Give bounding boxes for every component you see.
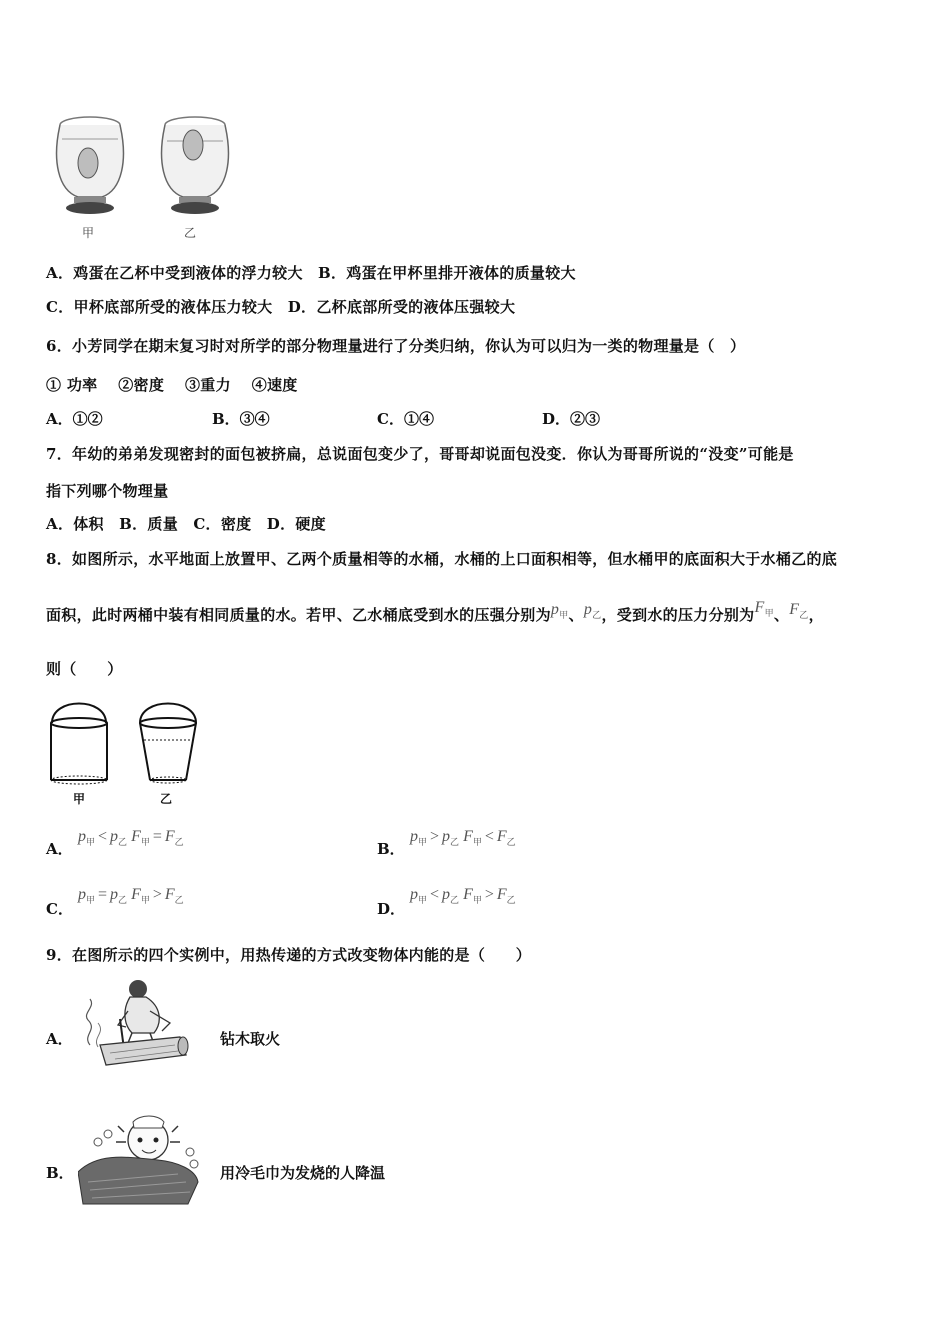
- q6-option-d: D．②③: [542, 410, 601, 428]
- q8-option-a-label: A．: [46, 840, 73, 858]
- q9-option-a-text: 钻木取火: [220, 1030, 281, 1048]
- q9-stem: 9．在图所示的四个实例中，用热传递的方式改变物体内能的是（ ）: [46, 946, 532, 964]
- glasses-egg-figure: [50, 105, 240, 225]
- glass-caption-left: 甲: [82, 226, 95, 240]
- q8-stem-line1: 8．如图所示，水平地面上放置甲、乙两个质量相等的水桶，水桶的上口面积相等，但水桶甲的底面积大于水桶乙的底: [46, 550, 838, 568]
- q8-stem-line2: 面积，此时两桶中装有相同质量的水。若甲、乙水桶底受到水的压强分别为$p_甲$、$p_乙$，受到水的压力分别为$F_甲$、$F_乙$，: [46, 599, 824, 624]
- q9-option-b-text: 用冷毛巾为发烧的人降温: [220, 1164, 386, 1182]
- q8-option-b-label: B．: [377, 840, 405, 858]
- bucket-caption-left: 甲: [73, 792, 86, 806]
- glass-caption-right: 乙: [184, 226, 197, 240]
- q8-option-b-formula: $p_甲 > p_乙$ $F_甲 < F_乙$: [410, 828, 516, 848]
- q7-stem-line1: 7．年幼的弟弟发现密封的面包被挤扁，总说面包变少了，哥哥却说面包没变．你认为哥哥所说的“没变”可能是: [46, 445, 794, 463]
- drilling-wood-figure: [80, 975, 195, 1070]
- q8-option-d-formula: $p_甲 < p_乙$ $F_甲 > F_乙$: [410, 886, 516, 906]
- q6-stem: 6．小芳同学在期末复习时对所学的部分物理量进行了分类归纳，你认为可以归为一类的物理量是（ ）: [46, 337, 746, 355]
- q8-option-c-formula: $p_甲 = p_乙$ $F_甲 > F_乙$: [78, 886, 184, 906]
- q8-stem-line3: 则（ ）: [46, 660, 123, 678]
- q5-options-row1: A．鸡蛋在乙杯中受到液体的浮力较大 B．鸡蛋在甲杯里排开液体的质量较大: [46, 264, 576, 282]
- q8-option-d-label: D．: [377, 900, 406, 918]
- q7-options: A．体积 B．质量 C．密度 D．硬度: [46, 515, 326, 533]
- q5-options-row2: C．甲杯底部所受的液体压力较大 D．乙杯底部所受的液体压强较大: [46, 298, 516, 316]
- q6-items: ① 功率 ②密度 ③重力 ④速度: [46, 376, 298, 394]
- bucket-caption-right: 乙: [160, 792, 173, 806]
- q6-option-b: B．③④: [212, 410, 270, 428]
- buckets-figure: [46, 695, 206, 795]
- q6-option-a: A．①②: [46, 410, 103, 428]
- q9-option-a-label: A．: [46, 1030, 73, 1048]
- sick-person-figure: [78, 1112, 208, 1207]
- q6-option-c: C．①④: [377, 410, 434, 428]
- q7-stem-line2: 指下列哪个物理量: [46, 482, 169, 500]
- q8-option-a-formula: $p_甲 < p_乙$ $F_甲 = F_乙$: [78, 828, 184, 848]
- q8-option-c-label: C．: [46, 900, 73, 918]
- q9-option-b-label: B．: [46, 1164, 74, 1182]
